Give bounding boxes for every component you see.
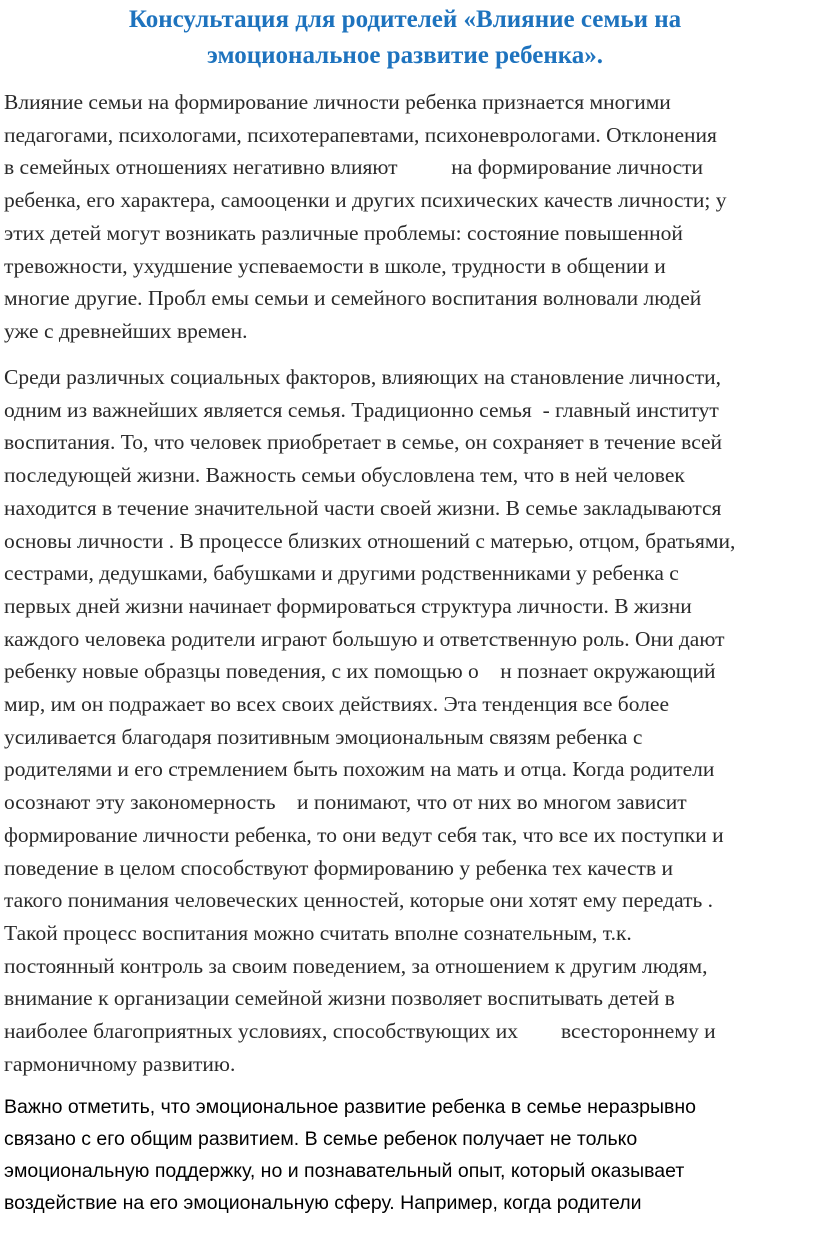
text-line: такого понимания человеческих ценностей, которые они хотят ему передать . [4,888,714,913]
text-line: воспитания. То, что человек приобретает в семье, он сохраняет в течение всей [4,430,723,455]
text-line: в семейных отношениях негативно влияют на формирование личности [4,155,704,180]
text-line: ребенку новые образцы поведения, с их помощью о н познает окружающий [4,659,716,684]
text-line: многие другие. Пробл емы семьи и семейного воспитания волновали людей [4,286,702,311]
text-line: поведение в целом способствуют формированию у ребенка тех качеств и [4,855,673,880]
text-line: усиливается благодаря позитивным эмоциональным связям ребенка с [4,724,643,749]
title-line: эмоциональное развитие ребенка». [206,42,604,69]
text-line: основы личности . В процессе близких отношений с матерью, отцом, братьями, [4,528,736,553]
text-line: внимание к организации семейной жизни позволяет воспитывать детей в [4,986,675,1011]
text-line: одним из важнейших является семья. Традиционно семья - главный институт [4,397,719,422]
text-line: находится в течение значительной части своей жизни. В семье закладываются [4,495,722,520]
text-line: Влияние семьи на формирование личности ребенка признается многими [4,90,671,114]
text-line: мир, им он подражает во всех своих действиях. Эта тенденция все более [4,692,669,717]
text-line: уже с древнейших времен. [4,318,248,343]
document-title [0,2,816,74]
text-line: гармоничному развитию. [4,1051,236,1076]
text-line: осознают эту закономерность и понимают, что от них во многом зависит [4,790,687,815]
text-line: формирование личности ребенка, то они ведут себя так, что все их поступки и [4,822,724,847]
text-line: связано с его общим развитием. В семье ребенок получает не только [4,1128,638,1150]
paragraph-emotional-development [4,1091,696,1219]
paragraph-social-factors [4,361,735,1080]
text-line: Такой процесс воспитания можно считать вполне сознательным, т.к. [4,920,632,945]
text-line: родителями и его стремлением быть похожим на мать и отца. Когда родители [4,757,715,782]
text-line: каждого человека родители играют большую и ответственную роль. Они дают [4,626,725,651]
text-line: постоянный контроль за своим поведением, за отношением к другим людям, [4,953,708,978]
text-line: воздействие на его эмоциональную сферу. Например, когда родители [4,1192,642,1214]
text-line: ребенка, его характера, самооценки и других психических качеств личности; у [4,188,727,213]
text-line: этих детей могут возникать различные проблемы: состояние повышенной [4,220,683,245]
text-line: последующей жизни. Важность семьи обусловлена тем, что в ней человек [4,463,685,488]
title-line: Консультация для родителей «Влияние семьи на [128,6,682,33]
text-line: Важно отметить, что эмоциональное развитие ребенка в семье неразрывно [4,1096,696,1118]
paragraph-family-influence [4,86,727,348]
text-line: наиболее благоприятных условиях, способствующих их всестороннему и [4,1019,716,1044]
text-line: тревожности, ухудшение успеваемости в школе, трудности в общении и [4,253,666,278]
text-line: педагогами, психологами, психотерапевтами, психоневрологами. Отклонения [4,122,717,147]
text-line: Среди различных социальных факторов, влияющих на становление личности, [4,365,722,389]
text-line: сестрами, дедушками, бабушками и другими родственниками у ребенка с [4,561,679,586]
text-line: первых дней жизни начинает формироваться структура личности. В жизни [4,593,692,618]
text-line: эмоциональную поддержку, но и познавательный опыт, который оказывает [4,1160,685,1182]
